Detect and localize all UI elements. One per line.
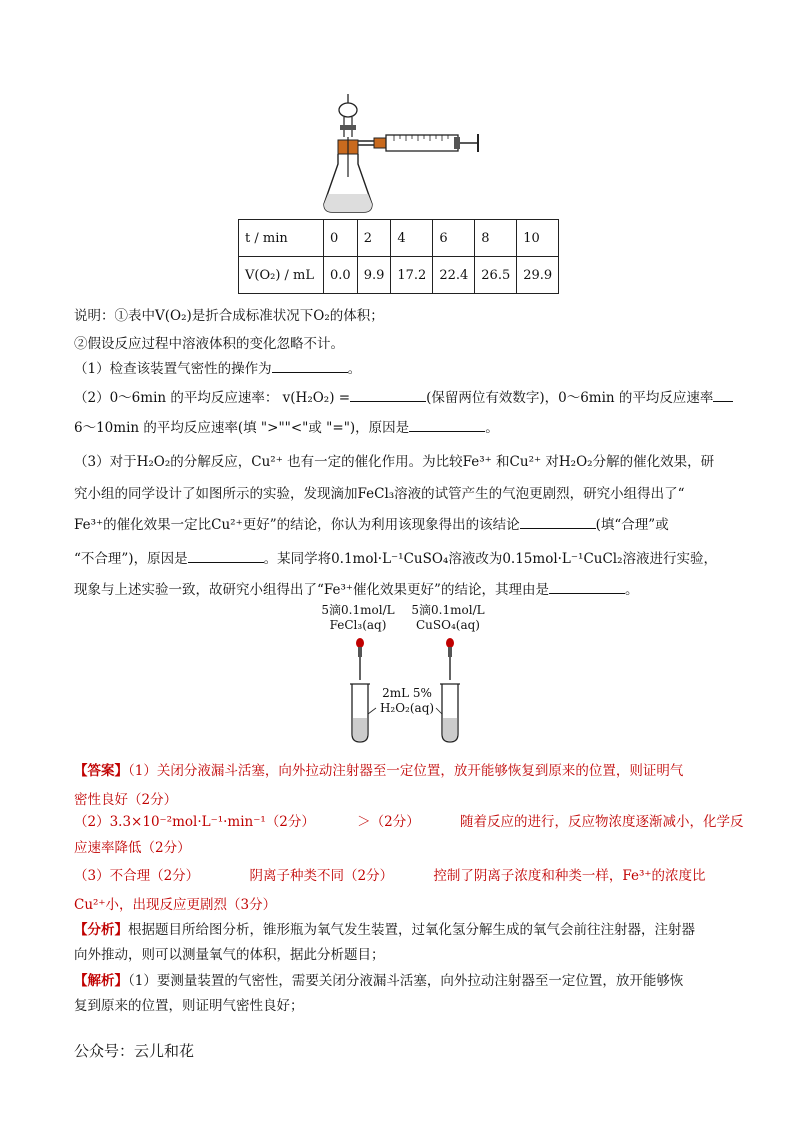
analysis-line-1 xyxy=(74,920,750,940)
answer-text: 阴离子种类不同（2分） xyxy=(249,868,394,884)
answer-blank xyxy=(188,549,264,563)
answer-tag: 【答案】 xyxy=(74,763,128,779)
table-cell: 0 xyxy=(324,220,358,257)
figure-label: 5滴0.1mol/L xyxy=(411,603,485,617)
data-table xyxy=(238,219,559,294)
answer-blank xyxy=(549,580,625,594)
answer-text: （3）不合理（2分） xyxy=(74,868,200,884)
answer-blank xyxy=(350,388,426,402)
answer-text: （1）关闭分液漏斗活塞，向外拉动注射器至一定位置，放开能够恢复到原来的位置，则证明气 xyxy=(128,763,684,779)
explain-line-2: 复到原来的位置，则证明气密性良好； xyxy=(74,998,304,1014)
question-text: （1）检查该装置气密性的操作为 xyxy=(74,361,272,377)
question-3c xyxy=(74,515,750,535)
analysis-tag: 【分析】 xyxy=(74,922,128,938)
question-text: 。 xyxy=(485,420,499,436)
table-row xyxy=(239,220,559,257)
table-cell: 8 xyxy=(475,220,517,257)
answer-line-4: 应速率降低（2分） xyxy=(74,840,191,856)
test-tube-figure xyxy=(340,636,470,746)
question-text: (保留两位有效数字)，0～6min 的平均反应速率 xyxy=(426,390,714,406)
figure-label-right xyxy=(408,603,488,633)
answer-line-3 xyxy=(74,812,750,832)
answer-line-6: Cu²⁺小，出现反应更剧烈（3分） xyxy=(74,897,277,913)
question-text: 。 xyxy=(624,582,639,598)
figure-label-left xyxy=(318,603,398,633)
footer-text: 公众号：云儿和花 xyxy=(74,1042,195,1060)
question-text: 。 xyxy=(347,361,362,377)
analysis-text: 根据题目所给图分析，锥形瓶为氧气发生装置，过氧化氢分解生成的氧气会前往注射器，注射器 xyxy=(128,922,695,938)
question-3e xyxy=(74,580,750,600)
question-text: “不合理”)，原因是 xyxy=(74,551,188,567)
question-text: （2）0～6min 的平均反应速率： v(H₂O₂) = xyxy=(74,390,351,406)
table-cell: 10 xyxy=(517,220,559,257)
question-text: (填“合理”或 xyxy=(595,517,669,533)
table-cell: 26.5 xyxy=(475,257,517,294)
answer-blank xyxy=(409,418,485,432)
table-cell: V(O₂) / mL xyxy=(239,257,324,294)
note-1: 说明：①表中V(O₂)是折合成标准状况下O₂的体积； xyxy=(74,308,384,324)
answer-line-1 xyxy=(74,761,750,781)
table-row xyxy=(239,257,559,294)
table-cell: 17.2 xyxy=(391,257,433,294)
table-cell: 2 xyxy=(357,220,391,257)
question-3b: 究小组的同学设计了如图所示的实验，发现滴加FeCl₃溶液的试管产生的气泡更剧烈，研究小组得出了“ xyxy=(74,486,685,502)
explain-tag: 【解析】 xyxy=(74,973,128,989)
question-text: 6～10min 的平均反应速率(填 ">""<"或 "=")，原因是 xyxy=(74,420,410,436)
figure-label: FeCl₃(aq) xyxy=(329,618,387,632)
explain-text: （1）要测量装置的气密性，需要关闭分液漏斗活塞，向外拉动注射器至一定位置，放开能够恢 xyxy=(128,973,684,989)
table-cell: 29.9 xyxy=(517,257,559,294)
table-cell: 4 xyxy=(391,220,433,257)
question-2a xyxy=(74,388,750,408)
question-3a: （3）对于H₂O₂的分解反应，Cu²⁺ 也有一定的催化作用。为比较Fe³⁺ 和Cu²⁺ 对H₂O₂分解的催化效果，研 xyxy=(74,454,715,470)
answer-text: 随着反应的进行，反应物浓度逐渐减小，化学反 xyxy=(460,814,744,830)
explain-line-1 xyxy=(74,971,750,991)
apparatus-figure xyxy=(320,92,490,217)
question-text: 现象与上述实验一致，故研究小组得出了“Fe³⁺催化效果更好”的结论，其理由是 xyxy=(74,582,549,598)
question-text: 。某同学将0.1mol·L⁻¹CuSO₄溶液改为0.15mol·L⁻¹CuCl₂溶液进行实验， xyxy=(263,551,718,567)
figure-label: 2mL 5% xyxy=(382,686,432,700)
table-cell: 0.0 xyxy=(324,257,358,294)
table-cell: 6 xyxy=(433,220,475,257)
figure-label: CuSO₄(aq) xyxy=(416,618,480,632)
note-2: ②假设反应过程中溶液体积的变化忽略不计。 xyxy=(74,336,344,352)
figure-label: 5滴0.1mol/L xyxy=(321,603,395,617)
answer-text: （2）3.3×10⁻²mol·L⁻¹·min⁻¹（2分） xyxy=(74,814,315,830)
figure-label: H₂O₂(aq) xyxy=(379,701,435,715)
question-1 xyxy=(74,359,750,379)
table-cell: t / min xyxy=(239,220,324,257)
question-2b xyxy=(74,418,750,438)
answer-text: 控制了阴离子浓度和种类一样，Fe³⁺的浓度比 xyxy=(433,868,706,884)
answer-line-5 xyxy=(74,866,750,886)
question-3d xyxy=(74,549,750,569)
question-text: Fe³⁺的催化效果一定比Cu²⁺更好”的结论，你认为利用该现象得出的该结论 xyxy=(74,517,520,533)
table-cell: 22.4 xyxy=(433,257,475,294)
answer-blank xyxy=(713,388,733,402)
analysis-line-2: 向外推动，则可以测量氧气的体积，据此分析题目； xyxy=(74,947,385,963)
answer-line-2: 密性良好（2分） xyxy=(74,792,178,808)
answer-blank xyxy=(272,359,348,373)
answer-blank xyxy=(520,515,596,529)
table-cell: 9.9 xyxy=(357,257,391,294)
answer-text: ＞（2分） xyxy=(357,814,420,830)
